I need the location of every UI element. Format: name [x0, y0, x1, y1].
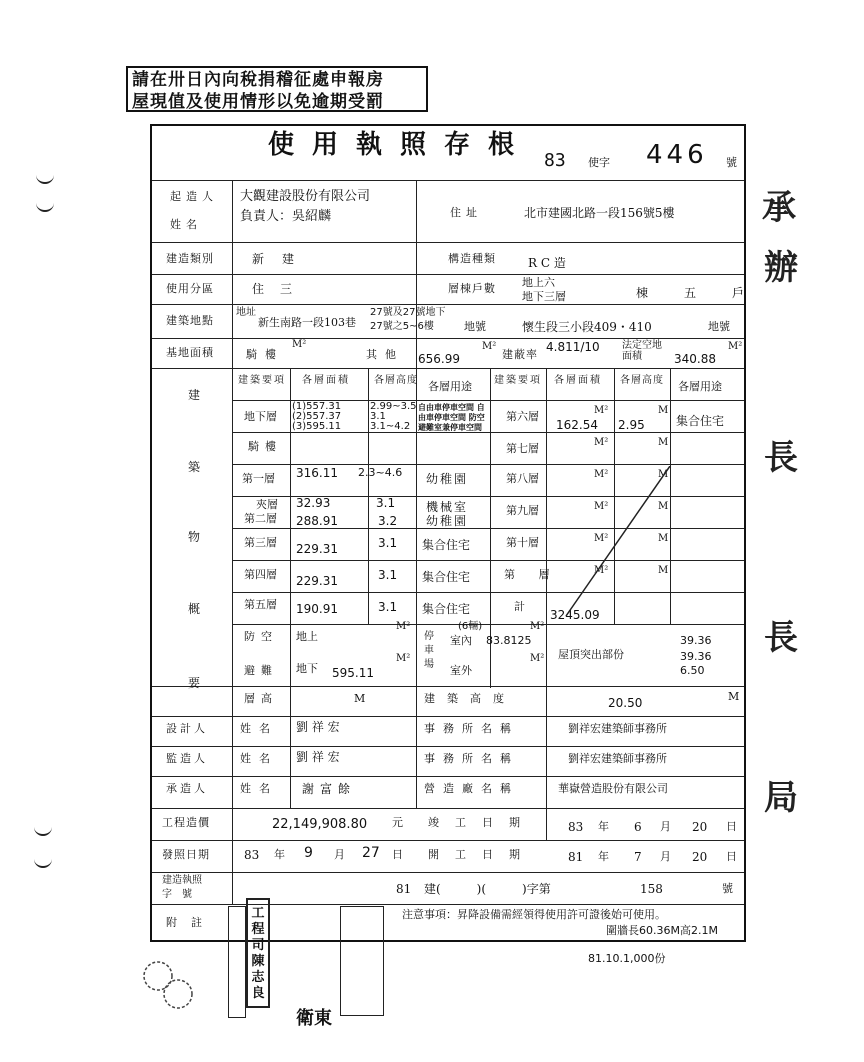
- open-space-unit: M²: [728, 341, 743, 352]
- contractor-role: 承造人: [166, 782, 208, 795]
- right-margin-char: 辦: [764, 248, 798, 288]
- area-unit: M²: [594, 565, 609, 576]
- section-char: 築: [188, 460, 201, 474]
- shelter-unit: M²: [396, 653, 411, 664]
- zone-label: 使用分區: [166, 282, 214, 295]
- void-strike-line: [546, 466, 670, 624]
- permit-year: 83: [544, 150, 566, 171]
- floor-area: 190.91: [296, 602, 338, 616]
- month-char: 月: [660, 850, 671, 863]
- building-height-label: 建築高度: [424, 692, 516, 705]
- floors-below: 地下三層: [522, 290, 566, 303]
- cost-unit: 元: [392, 816, 403, 829]
- floor-area: 229.31: [296, 542, 338, 556]
- print-info: 81.10.1,000份: [588, 952, 666, 965]
- permit-suffix: 號: [722, 882, 733, 895]
- floor-use: 集合住宅: [422, 570, 471, 584]
- floor-name-right: 第六層: [506, 410, 539, 423]
- structure-value: R C 造: [528, 256, 566, 270]
- roof-value: 39.36: [680, 634, 712, 647]
- header-item-right: 建築要項: [494, 375, 542, 386]
- year-char: 年: [274, 848, 285, 861]
- floor-height-label: 層高: [244, 692, 278, 705]
- open-space-value: 340.88: [674, 352, 716, 366]
- lot-suffix: 地號: [708, 320, 730, 333]
- supervisor-office-label: 事務所名稱: [424, 752, 519, 765]
- height-unit: M: [354, 692, 366, 705]
- shelter-below-label: 地下: [296, 662, 318, 675]
- coverage-label: 建蔽率: [502, 348, 538, 361]
- area-unit: M²: [594, 469, 609, 480]
- floor-use: 幼稚園: [426, 514, 469, 528]
- header-height: 各層高度: [374, 375, 418, 386]
- building-height-unit: M: [728, 690, 740, 703]
- permit-text: 建( )( )字第: [424, 882, 551, 896]
- other-label: 其他: [366, 348, 404, 361]
- margin-mark: [36, 200, 54, 212]
- completion-label: 竣工日期: [428, 816, 536, 829]
- structure-label: 構造種類: [448, 252, 496, 265]
- floor-use: 機械室: [426, 500, 469, 514]
- day-char: 日: [392, 848, 403, 861]
- height-unit: M: [658, 533, 669, 544]
- parking-indoor-label: 室內: [450, 634, 472, 647]
- number-suffix: 號: [726, 156, 737, 169]
- height-unit: M: [658, 501, 669, 512]
- height-unit: M: [658, 469, 669, 480]
- header-area: 各層面積: [302, 375, 350, 386]
- floor-height: 3.2: [378, 514, 398, 528]
- open-space-label: 法定空地面積: [622, 340, 662, 362]
- builder-label: 起造人: [170, 190, 218, 203]
- designer-name-label: 姓名: [240, 722, 278, 735]
- cost-value: 22,149,908.80: [272, 817, 368, 832]
- site-label: 建築地點: [166, 314, 214, 327]
- start-day: 20: [692, 850, 708, 864]
- year-char: 年: [598, 850, 609, 863]
- section-char: 物: [188, 530, 201, 544]
- builder-company: 大觀建設股份有限公司: [240, 189, 371, 204]
- floor-area: (1)557.31 (2)557.37 (3)595.11: [292, 401, 342, 432]
- floor-area: 288.91: [296, 514, 338, 528]
- completion-year: 83: [568, 820, 584, 834]
- margin-mark: [36, 172, 54, 184]
- shelter-label-1: 防空: [244, 630, 278, 643]
- building-type-label: 建造類別: [166, 252, 214, 265]
- header-height-right: 各層高度: [620, 375, 664, 386]
- designer-office: 劉祥宏建築師事務所: [568, 722, 667, 735]
- form-title: 使用執照存根: [268, 130, 533, 160]
- engineer-stamp: 工程司陳志良: [246, 898, 270, 1008]
- area-unit: M²: [594, 533, 609, 544]
- header-area-right: 各層面積: [554, 375, 602, 386]
- floor-area: 316.11: [296, 466, 338, 480]
- tax-notice-box: [126, 66, 428, 112]
- contractor-office-label: 營造廠名稱: [424, 782, 519, 795]
- site-address-note-top: 27號及27號地下: [370, 307, 446, 318]
- permit-year: 81: [396, 882, 412, 896]
- floor-name-right: 第七層: [506, 442, 539, 455]
- remark-label: 附註: [166, 916, 216, 929]
- contractor-name: 謝富餘: [302, 782, 357, 796]
- contractor-office: 華嶽營造股份有限公司: [558, 782, 668, 795]
- remark-note-2: 圍牆長60.36M高2.1M: [606, 924, 718, 937]
- builder-name-label: 姓名: [170, 218, 202, 231]
- cost-label: 工程造價: [162, 816, 210, 829]
- floor-use: 幼稚園: [426, 472, 469, 486]
- other-unit: M²: [482, 341, 497, 352]
- floor-height: 3.1: [378, 536, 398, 550]
- margin-mark: [34, 824, 52, 836]
- shelter-below-value: 595.11: [332, 666, 374, 680]
- permit-label-1: 建造執照: [162, 875, 202, 886]
- designer-office-label: 事務所名稱: [424, 722, 519, 735]
- coverage-value: 4.811/10: [546, 340, 600, 354]
- area-unit: M²: [594, 405, 609, 416]
- floor-name: 第一層: [242, 472, 275, 485]
- parking-outdoor-label: 室外: [450, 664, 472, 677]
- permit-number: 158: [640, 882, 663, 896]
- right-margin-char: 長: [764, 438, 798, 478]
- arcade-label: 騎樓: [246, 348, 284, 361]
- floor-name: 第三層: [244, 536, 277, 549]
- supervisor-name: 劉 祥 宏: [296, 750, 340, 764]
- floor-area: 229.31: [296, 574, 338, 588]
- household-unit: 戶: [732, 286, 745, 300]
- permit-label-2: 字號: [162, 889, 202, 900]
- building-height-value: 20.50: [608, 696, 643, 710]
- usage-word: 使字: [588, 156, 610, 169]
- floor-height: 2.99~3.5 3.1 3.1~4.2: [370, 401, 417, 432]
- issue-year: 83: [244, 848, 260, 862]
- month-char: 月: [334, 848, 345, 861]
- area-label: 基地面積: [166, 346, 214, 359]
- month-char: 月: [660, 820, 671, 833]
- roof-value: 6.50: [680, 664, 705, 677]
- height-unit: M: [658, 405, 669, 416]
- floor-height: 2.3~4.6: [358, 466, 403, 479]
- site-address: 新生南路一段103巷: [258, 316, 356, 329]
- area-unit: M²: [292, 339, 307, 350]
- supervisor-office: 劉祥宏建築師事務所: [568, 752, 667, 765]
- floors-label: 層棟戶數: [448, 282, 496, 295]
- floor-name-right: 第九層: [506, 504, 539, 517]
- builder-representative: 負責人：吳紹麟: [240, 209, 332, 224]
- roof-label: 屋頂突出部份: [558, 648, 624, 661]
- floor-area-right: 162.54: [556, 418, 598, 432]
- permit-number: 446: [646, 140, 708, 170]
- building-type-value: 新建: [252, 252, 313, 266]
- section-char: 建: [188, 388, 201, 402]
- total-area: 3245.09: [550, 608, 600, 622]
- supervisor-role: 監造人: [166, 752, 208, 765]
- floor-height: 3.1: [376, 496, 396, 510]
- floor-name: 地下層: [244, 410, 277, 423]
- header-use: 各層用途: [428, 380, 472, 393]
- handwritten-mark: 衛東: [296, 1008, 332, 1029]
- header-use-right: 各層用途: [678, 380, 722, 393]
- designer-name: 劉 祥 宏: [296, 720, 340, 734]
- parking-unit: M²: [530, 621, 545, 632]
- households-value: 五: [684, 286, 697, 300]
- height-unit: M: [658, 565, 669, 576]
- start-year: 81: [568, 850, 584, 864]
- parking-count: (6輛): [458, 621, 483, 632]
- margin-mark: [34, 856, 52, 868]
- supervisor-name-label: 姓名: [240, 752, 278, 765]
- parking-indoor-value: 83.8125: [486, 634, 532, 647]
- floor-use: 自由車停車空間 自由車停車空間 防空避難室兼停車空間: [418, 402, 485, 432]
- use-permit-form: [150, 124, 746, 942]
- shelter-label-2: 避難: [244, 664, 278, 677]
- remark-note: 注意事項：昇降設備需經領得使用許可證後始可使用。: [402, 908, 666, 921]
- completion-month: 6: [634, 820, 642, 834]
- other-value: 656.99: [418, 352, 460, 366]
- roof-value: 39.36: [680, 650, 712, 663]
- seal-mark: [138, 958, 198, 1012]
- lot-value: 懷生段三小段409・410: [522, 320, 652, 334]
- notice-line-2: 屋現值及使用情形以免逾期受罰: [132, 92, 384, 112]
- floor-use-right: 集合住宅: [676, 414, 725, 428]
- lot-label: 地號: [464, 320, 486, 333]
- site-address-note-bottom: 27號之5~6樓: [370, 321, 434, 332]
- section-char: 要: [188, 676, 201, 690]
- issue-month: 9: [304, 845, 313, 861]
- header-item: 建築要項: [238, 375, 286, 386]
- floor-use: 集合住宅: [422, 602, 471, 616]
- notice-line-1: 請在卅日內向稅捐稽征處申報房: [132, 70, 384, 90]
- floor-name-right: 計: [514, 600, 525, 613]
- issue-day: 27: [362, 845, 380, 861]
- area-unit: M²: [594, 437, 609, 448]
- floor-height: 3.1: [378, 568, 398, 582]
- floor-name: 騎樓: [248, 440, 282, 453]
- designer-role: 設計人: [166, 722, 208, 735]
- floor-name: 第五層: [244, 598, 277, 611]
- area-unit: M²: [594, 501, 609, 512]
- completion-day: 20: [692, 820, 708, 834]
- floor-name-right: 第十層: [506, 536, 539, 549]
- right-margin-char: 局: [764, 778, 798, 818]
- floor-name: 第二層: [244, 512, 277, 525]
- stamp-frame: [228, 906, 246, 1018]
- year-char: 年: [598, 820, 609, 833]
- floor-area: 32.93: [296, 496, 331, 510]
- start-label: 開工日期: [428, 848, 536, 861]
- day-char: 日: [726, 820, 737, 833]
- floor-name: 第四層: [244, 568, 277, 581]
- address-label: 住址: [450, 206, 482, 219]
- shelter-unit: M²: [396, 621, 411, 632]
- floor-height: 3.1: [378, 600, 398, 614]
- height-unit: M: [658, 437, 669, 448]
- zone-value: 住三: [252, 282, 309, 296]
- floor-name-right: 第八層: [506, 472, 539, 485]
- parking-label: 停車場: [424, 631, 434, 670]
- approval-stamp: [340, 906, 384, 1016]
- right-margin-char: 承: [762, 188, 796, 228]
- builder-address: 北市建國北路一段156號5樓: [524, 206, 675, 220]
- right-margin-char: 長: [764, 618, 798, 658]
- building-count-label: 棟: [636, 286, 649, 300]
- floors-above: 地上六: [522, 276, 555, 289]
- floor-name-right: 第 層: [504, 568, 560, 581]
- contractor-name-label: 姓名: [240, 782, 278, 795]
- day-char: 日: [726, 850, 737, 863]
- issue-label: 發照日期: [162, 848, 210, 861]
- parking-unit: M²: [530, 653, 545, 664]
- floor-use: 集合住宅: [422, 538, 471, 552]
- section-char: 概: [188, 602, 201, 616]
- shelter-above-label: 地上: [296, 630, 318, 643]
- site-address-label: 地址: [236, 307, 256, 318]
- start-month: 7: [634, 850, 642, 864]
- floor-name: 夾層: [256, 498, 278, 511]
- floor-height-right: 2.95: [618, 418, 645, 432]
